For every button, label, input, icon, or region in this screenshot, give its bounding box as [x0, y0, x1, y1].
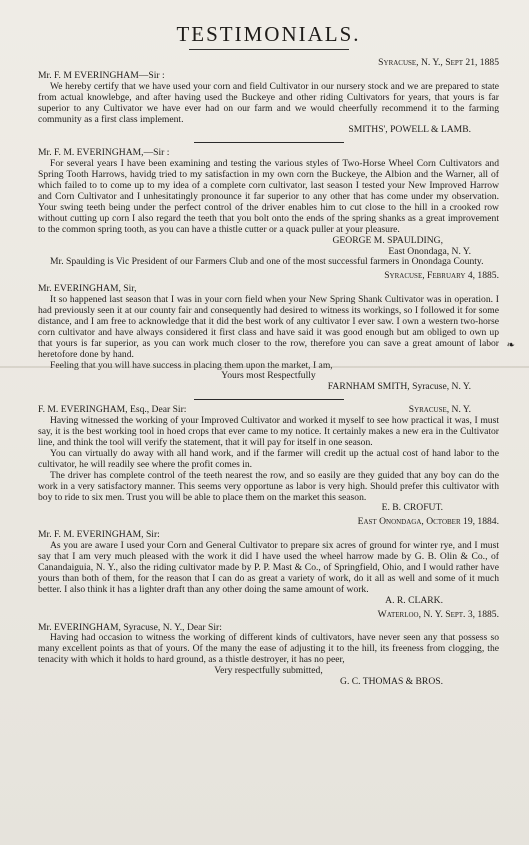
salutation: Mr. EVERINGHAM, Syracuse, N. Y., Dear Sir:: [38, 621, 222, 633]
signature: SMITHS', POWELL & LAMB.: [348, 124, 471, 136]
testimonial-spaulding: [38, 148, 499, 268]
salutation: F. M. EVERINGHAM, Esq., Dear Sir:: [38, 404, 187, 416]
dateline: East Onondaga, October 19, 1884.: [357, 516, 499, 528]
salutation: Mr. F. M. EVERINGHAM,—Sir :: [38, 147, 170, 159]
divider: [194, 142, 344, 143]
salutation: Mr. EVERINGHAM, Sir,: [38, 283, 137, 295]
testimonial-body: We hereby certify that we have used your corn and field Cultivator in our nursery stock and we are prepared to state from actual knowlebge, and after having used the Buckeye and other riding Cultivators for years, that yours is far superior to any Cultivator we have ever had on our farm and we would cheerfully recommend it to the farming community as a first class implement.: [38, 80, 499, 125]
title-underline: [189, 49, 349, 50]
divider: [194, 399, 344, 400]
testimonial-body: Having witnessed the working of your Improved Cultivator and worked it myself to see how practical it was, I must say, it is the best working tool in hoed crops that ever came to my notice. It certainly makes a new era in the Cultivator line, and think the tool will verify the statement, that it will pay for itself in one season.: [38, 415, 499, 448]
signature: A. R. CLARK.: [385, 594, 443, 606]
testimonial-farnham-smith: [38, 271, 499, 393]
fold-crease: [0, 366, 529, 368]
place: Syracuse, N. Y.: [408, 404, 471, 416]
testimonial-body: As you are aware I used your Corn and General Cultivator to prepare six acres of ground for winter rye, and I must say that I am very much pleased with the work it did I have used the wheel harrow made by G. B. Olin & Co., of Canandaiguia, N. Y., also the riding cultivator made by P. P. Mast & Co., of Springfield, Ohio, and I would rather have yours than both of them, for the reason that I can do as great a variety of work, do it all as well and some of it much better. I also think it has a lighter draft than any other doing the same amount of work.: [38, 540, 499, 595]
dateline: Waterloo, N. Y. Sept. 3, 1885.: [377, 608, 499, 620]
testimonial-body: Having had occasion to witness the working of different kinds of cultivators, have never seen any that possess so many excellent points as that of yours. Of the many the ease of adjusting it to the hill, its freeness from clogging, the tenacity with which it holds to hard ground, as a thistle destroyer, it has no peer,: [38, 632, 499, 666]
page-title: TESTIMONIALS.: [176, 22, 361, 46]
dateline: Syracuse, February 4, 1885.: [384, 270, 499, 282]
signature: G. C. THOMAS & BROS.: [340, 676, 443, 688]
testimonial-clark: [38, 517, 499, 606]
testimonial-note: Mr. Spaulding is Vic President of our Farmers Club and one of the most successful farmers in Onondaga County.: [50, 256, 484, 268]
testimonial-thomas-bros: [38, 610, 499, 688]
testimonial-body: You can virtually do away with all hand work, and if the farmer will credit up the actual cost of hand labor to the cultivator, he will readily see where the profit comes in.: [38, 447, 499, 470]
testimonial-body: For several years I have been examining and testing the various styles of Two-Horse Wheel Corn Cultivators and Spring Tooth Harrows, havidg tried to my satisfaction in my own corn the Buckeye, the Albion and the Warner, all of which failed to to come up to my idea of a complete corn cultivator, last season I tested your New Improved Harrow and Corn Cultivator and I unhesitatingly pronounce it far superior to any other that has come under my observation. Your swing teeth being under the perfect control of the driver enables him to cut close to the hill in a crooked row without cutting up corn I also regard the teeth that you bolt onto the ends of the spring shanks as a great improvement to the common spring tooth, as you can have a thistle cutter or a quack puller at your pleasure.: [38, 158, 499, 235]
closing: Very respectfully submitted,: [214, 665, 323, 677]
testimonial-smiths-powell-lamb: [38, 58, 499, 136]
signature: FARNHAM SMITH, Syracuse, N. Y.: [327, 381, 471, 393]
salutation: Mr. F. M. EVERINGHAM, Sir:: [38, 529, 160, 541]
closing: Feeling that you will have success in placing them upon the market, I am,: [50, 359, 333, 371]
signature: GEORGE M. SPAULDING,: [332, 234, 443, 246]
dateline: Syracuse, N. Y., Sept 21, 1885: [378, 57, 499, 68]
testimonial-body: It so happened last season that I was in your corn field when your New Spring Shank Cultivator was in operation. I had previously seen it at our county fair and consequently had desired to witness its workings, so I followed it for some distance, and I am free to acknowledge that it did the best work of any cultivator I ever saw. I own a western two-horse corn cultivator and have always considered it first class and have said it was good enough but am obliged to own up that yours is far superior, as you can work much closer to the row, therefore you can save a great amount of labor heretofore done by hand.: [38, 294, 499, 360]
signature: E. B. CROFUT.: [381, 502, 443, 514]
margin-mark: ❧: [506, 340, 515, 351]
closing-yours: Yours most Respectfully: [221, 370, 316, 382]
signature-place: East Onondaga, N. Y.: [388, 245, 471, 257]
salutation: Mr. F. M EVERINGHAM—Sir :: [38, 69, 165, 81]
testimonial-body: The driver has complete control of the teeth nearest the row, and so easily are they guided that any boy can do the work in a very satisfactory manner. This seems very opportune as labor is very high. Should prefer this cultivator with boy to ride to six men. Trust you will be able to place them on the market this season.: [38, 469, 499, 503]
testimonial-crofut: [38, 405, 499, 514]
